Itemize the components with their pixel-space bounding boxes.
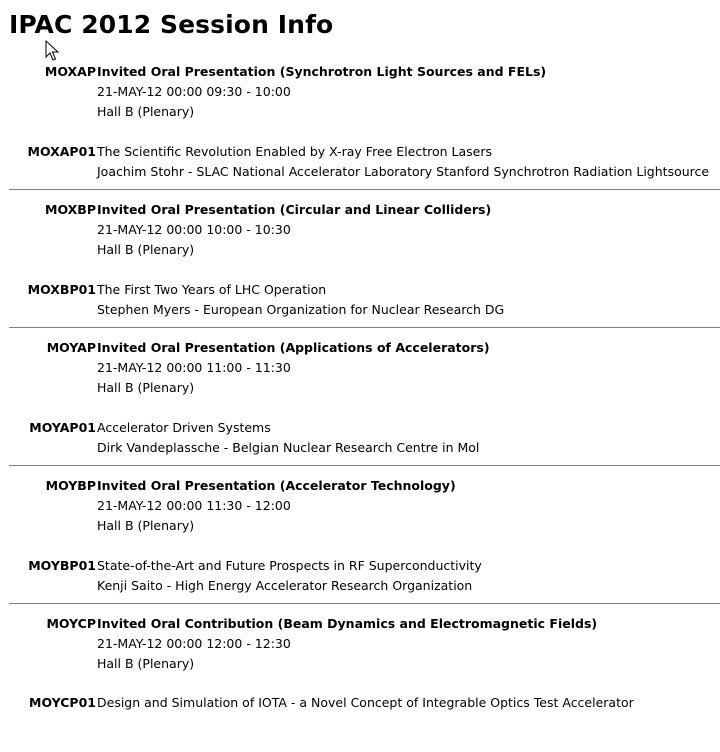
paper-code[interactable]: MOXAP01 (27, 144, 96, 159)
paper-author-row (0, 438, 720, 458)
paper-title[interactable]: The Scientific Revolution Enabled by X-ray Free Electron Lasers (97, 144, 493, 159)
session-divider (9, 189, 720, 190)
session-block (0, 614, 720, 752)
session-divider (9, 327, 720, 328)
session-datetime-row (0, 82, 720, 102)
session-header (0, 614, 720, 634)
session-location-row (0, 240, 720, 260)
session-code[interactable]: MOXAP (44, 64, 96, 79)
session-title: Invited Oral Presentation (Circular and Linear Colliders) (97, 202, 492, 217)
session-datetime: 21-MAY-12 00:00 11:30 - 12:00 (97, 498, 291, 513)
session-divider (9, 603, 720, 604)
session-location: Hall B (Plenary) (97, 518, 195, 533)
session-code[interactable]: MOXBP (45, 202, 96, 217)
paper-author-row (0, 576, 720, 596)
session-block (0, 62, 720, 200)
paper-title[interactable]: State-of-the-Art and Future Prospects in RF Superconductivity (97, 558, 482, 573)
session-location-row (0, 516, 720, 536)
session-location: Hall B (Plenary) (97, 242, 195, 257)
session-datetime-row (0, 358, 720, 378)
paper-row (0, 418, 720, 438)
paper-author: Joachim Stohr - SLAC National Accelerator Laboratory Stanford Synchrotron Radiation Lightsource (97, 164, 710, 179)
session-header (0, 62, 720, 82)
paper-code[interactable]: MOYAP01 (29, 420, 96, 435)
session-title: Invited Oral Presentation (Accelerator Technology) (97, 478, 456, 493)
session-code[interactable]: MOYBP (45, 478, 96, 493)
session-datetime: 21-MAY-12 00:00 12:00 - 12:30 (97, 636, 291, 651)
mouse-cursor-icon (45, 40, 59, 62)
paper-row (0, 693, 720, 713)
paper-code[interactable]: MOYCP01 (29, 695, 96, 710)
session-title: Invited Oral Contribution (Beam Dynamics and Electromagnetic Fields) (97, 616, 598, 631)
paper-row (0, 280, 720, 300)
session-location-row (0, 378, 720, 398)
paper-code[interactable]: MOXBP01 (27, 282, 96, 297)
session-divider (9, 465, 720, 466)
session-location: Hall B (Plenary) (97, 380, 195, 395)
session-datetime-row (0, 634, 720, 654)
session-code[interactable]: MOYAP (46, 340, 96, 355)
paper-title[interactable]: Design and Simulation of IOTA - a Novel Concept of Integrable Optics Test Accelerator (97, 695, 634, 710)
session-header (0, 338, 720, 358)
paper-author: Dirk Vandeplassche - Belgian Nuclear Research Centre in Mol (97, 440, 480, 455)
session-block (0, 200, 720, 338)
paper-row (0, 556, 720, 576)
session-location-row (0, 654, 720, 674)
session-title: Invited Oral Presentation (Applications of Accelerators) (97, 340, 490, 355)
session-datetime: 21-MAY-12 00:00 09:30 - 10:00 (97, 84, 291, 99)
session-block (0, 338, 720, 476)
paper-row (0, 142, 720, 162)
session-datetime-row (0, 220, 720, 240)
session-datetime-row (0, 496, 720, 516)
session-location-row (0, 102, 720, 122)
session-block (0, 476, 720, 614)
session-list (0, 62, 720, 752)
paper-title[interactable]: Accelerator Driven Systems (97, 420, 271, 435)
session-header (0, 476, 720, 496)
session-code[interactable]: MOYCP (46, 616, 96, 631)
session-location: Hall B (Plenary) (97, 104, 195, 119)
paper-author-row (0, 300, 720, 320)
page-title: IPAC 2012 Session Info (9, 10, 334, 39)
paper-title[interactable]: The First Two Years of LHC Operation (97, 282, 327, 297)
session-header (0, 200, 720, 220)
session-datetime: 21-MAY-12 00:00 11:00 - 11:30 (97, 360, 291, 375)
paper-code[interactable]: MOYBP01 (28, 558, 96, 573)
session-title: Invited Oral Presentation (Synchrotron Light Sources and FELs) (97, 64, 547, 79)
paper-author: Kenji Saito - High Energy Accelerator Research Organization (97, 578, 473, 593)
paper-author-row (0, 162, 720, 182)
paper-author: Stephen Myers - European Organization for Nuclear Research DG (97, 302, 505, 317)
session-datetime: 21-MAY-12 00:00 10:00 - 10:30 (97, 222, 291, 237)
session-location: Hall B (Plenary) (97, 656, 195, 671)
